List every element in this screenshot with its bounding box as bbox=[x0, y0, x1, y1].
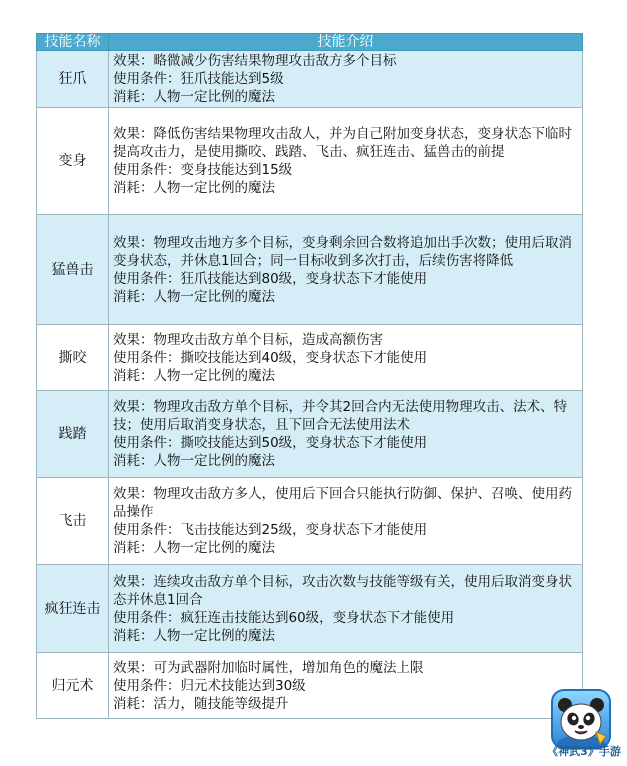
skill-condition: 使用条件：撕咬技能达到50级，变身状态下才能使用 bbox=[113, 435, 428, 451]
panda-icon-graphic bbox=[550, 688, 612, 750]
table-row bbox=[37, 391, 583, 478]
skill-description bbox=[109, 391, 583, 478]
skill-table bbox=[36, 33, 583, 719]
table-row bbox=[37, 478, 583, 565]
skill-effect: 效果：连续攻击敌方单个目标，攻击次数与技能等级有关，使用后取消变身状态并休息1回合 bbox=[113, 573, 572, 608]
skill-cost: 消耗：人物一定比例的魔法 bbox=[113, 288, 275, 305]
table-row bbox=[37, 108, 583, 215]
skill-description bbox=[109, 215, 583, 325]
skill-cost: 消耗：人物一定比例的魔法 bbox=[113, 367, 275, 384]
skill-name: 猛兽击 bbox=[37, 215, 109, 325]
skill-effect: 效果：物理攻击地方多个目标，变身剩余回合数将追加出手次数；使用后取消变身状态，并休息1回合；同一目标收到多次打击，后续伤害将降低 bbox=[113, 234, 572, 269]
skill-condition: 使用条件：归元术技能达到30级 bbox=[113, 677, 306, 694]
skill-description bbox=[109, 325, 583, 391]
skill-cost: 消耗：人物一定比例的魔法 bbox=[113, 89, 275, 105]
skill-name: 践踏 bbox=[37, 391, 109, 478]
skill-name: 变身 bbox=[37, 108, 109, 215]
skill-name: 飞击 bbox=[37, 478, 109, 565]
skill-description bbox=[109, 108, 583, 215]
table-row bbox=[37, 653, 583, 719]
skill-effect: 效果：可为武器附加临时属性，增加角色的魔法上限 bbox=[113, 659, 424, 676]
table-header-row bbox=[37, 34, 583, 51]
skill-cost: 消耗：人物一定比例的魔法 bbox=[113, 540, 275, 556]
skill-description bbox=[109, 653, 583, 719]
skill-condition: 使用条件：飞击技能达到25级，变身状态下才能使用 bbox=[113, 522, 428, 538]
table-row bbox=[37, 565, 583, 653]
skill-description bbox=[109, 51, 583, 108]
skill-condition: 使用条件：狂爪技能达到80级，变身状态下才能使用 bbox=[113, 270, 428, 287]
skill-effect: 效果：物理攻击敌方多人，使用后下回合只能执行防御、保护、召唤、使用药品操作 bbox=[113, 486, 572, 520]
header-skill-name: 技能名称 bbox=[37, 34, 109, 51]
skill-effect: 效果：物理攻击敌方单个目标，造成高额伤害 bbox=[113, 331, 383, 348]
skill-condition: 使用条件：疯狂连击技能达到60级，变身状态下才能使用 bbox=[113, 609, 455, 626]
game-logo-text: 《神武3》手游 bbox=[547, 745, 621, 758]
skill-effect: 效果：略微减少伤害结果物理攻击敌方多个目标 bbox=[113, 53, 397, 69]
skill-name: 撕咬 bbox=[37, 325, 109, 391]
skill-effect: 效果：物理攻击敌方单个目标，并令其2回合内无法使用物理攻击、法术、特技；使用后取消变身状态，且下回合无法使用法术 bbox=[113, 399, 568, 433]
skill-name: 疯狂连击 bbox=[37, 565, 109, 653]
skill-condition: 使用条件：狂爪技能达到5级 bbox=[113, 71, 284, 87]
table-row bbox=[37, 215, 583, 325]
skill-table-container bbox=[36, 33, 582, 719]
skill-condition: 使用条件：变身技能达到15级 bbox=[113, 162, 293, 178]
skill-cost: 消耗：人物一定比例的魔法 bbox=[113, 180, 275, 196]
header-skill-intro: 技能介绍 bbox=[109, 34, 583, 51]
table-row bbox=[37, 325, 583, 391]
skill-name: 归元术 bbox=[37, 653, 109, 719]
skill-description bbox=[109, 565, 583, 653]
skill-name: 狂爪 bbox=[37, 51, 109, 108]
skill-cost: 消耗：人物一定比例的魔法 bbox=[113, 453, 275, 469]
skill-effect: 效果：降低伤害结果物理攻击敌人，并为自己附加变身状态，变身状态下临时提高攻击力，是使用撕咬、践踏、飞击、疯狂连击、猛兽击的前提 bbox=[113, 126, 572, 160]
skill-condition: 使用条件：撕咬技能达到40级，变身状态下才能使用 bbox=[113, 349, 428, 366]
skill-cost: 消耗：人物一定比例的魔法 bbox=[113, 627, 275, 644]
panda-game-icon bbox=[550, 688, 612, 750]
skill-description bbox=[109, 478, 583, 565]
skill-cost: 消耗：活力，随技能等级提升 bbox=[113, 695, 289, 712]
table-row bbox=[37, 51, 583, 108]
